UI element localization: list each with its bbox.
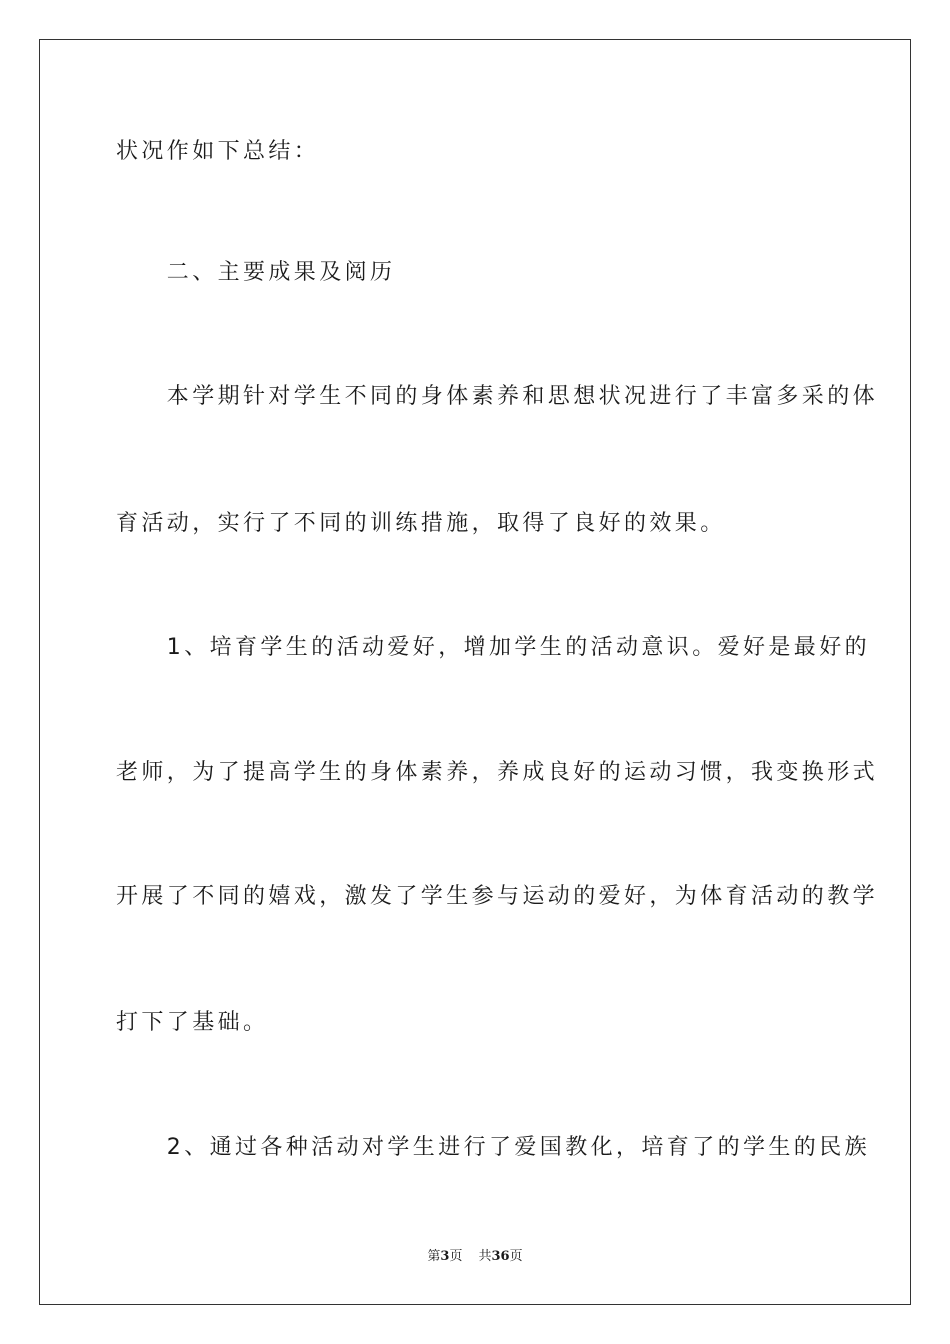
page-frame bbox=[39, 39, 911, 1305]
page-footer bbox=[0, 1248, 950, 1266]
body-text-line: 老师，为了提高学生的身体素养，养成良好的运动习惯，我变换形式 bbox=[116, 760, 879, 785]
total-prefix: 共 bbox=[478, 1249, 492, 1264]
page-prefix: 第 bbox=[427, 1249, 441, 1264]
body-text-line: 1、培育学生的活动爱好，增加学生的活动意识。爱好是最好的 bbox=[116, 635, 870, 660]
body-text-line: 本学期针对学生不同的身体素养和思想状况进行了丰富多采的体 bbox=[116, 384, 879, 409]
body-text-line: 开展了不同的嬉戏，激发了学生参与运动的爱好，为体育活动的教学 bbox=[116, 884, 879, 909]
body-text-line: 状况作如下总结： bbox=[116, 139, 320, 164]
page-suffix: 页 bbox=[449, 1249, 463, 1264]
body-text-line: 育活动，实行了不同的训练措施，取得了良好的效果。 bbox=[116, 511, 726, 536]
section-heading: 二、主要成果及阅历 bbox=[116, 260, 396, 285]
body-text-line: 打下了基础。 bbox=[116, 1010, 269, 1035]
page-number: 3 bbox=[440, 1249, 450, 1264]
total-pages: 36 bbox=[491, 1249, 510, 1264]
body-text-line: 2、通过各种活动对学生进行了爱国教化，培育了的学生的民族 bbox=[116, 1135, 870, 1160]
total-suffix: 页 bbox=[509, 1249, 523, 1264]
